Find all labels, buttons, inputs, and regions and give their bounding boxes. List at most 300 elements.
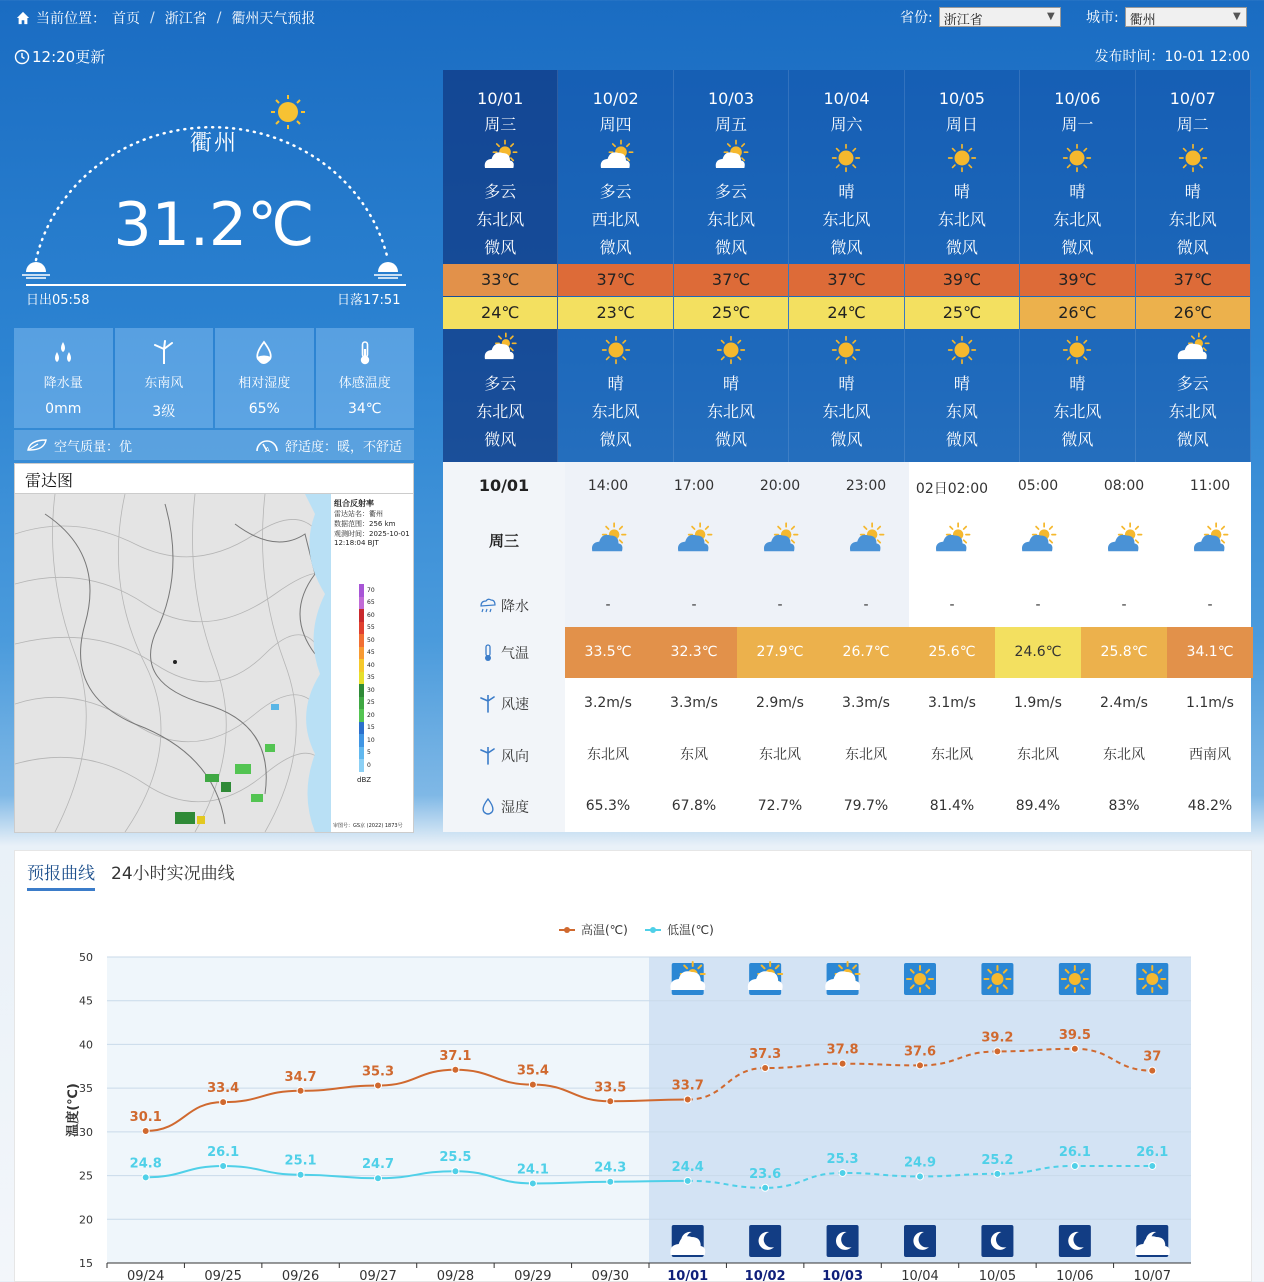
partly-cloudy-icon: [748, 962, 783, 995]
x-tick-label: 09/24: [126, 1269, 165, 1282]
breadcrumb-province[interactable]: 浙江省: [164, 11, 207, 27]
radar-scale-label: 5: [367, 749, 371, 757]
radar-scale-item: [359, 722, 399, 735]
city-name: 衢州: [189, 131, 238, 156]
hourly-weather-icon-wrap: [673, 518, 715, 560]
forecast-weekday: 周三: [484, 115, 517, 134]
data-point[interactable]: [607, 1178, 614, 1185]
top-bar: [0, 0, 1264, 36]
clear-night-icon: [827, 1225, 859, 1257]
radar-legend-line: 12:18:04 BJT: [334, 539, 379, 547]
low-temperature: 26℃: [1136, 297, 1250, 329]
forecast-date: 10/04: [823, 89, 870, 108]
night-wind-level: 微风: [484, 430, 517, 449]
rain-icon: [479, 597, 497, 615]
night-weather-icon-wrap: [674, 330, 788, 370]
data-point[interactable]: [297, 1087, 304, 1094]
hourly-time: 02日02:00: [915, 481, 989, 497]
night-weather-icon-wrap: [558, 330, 672, 370]
forecast-day-5[interactable]: [905, 70, 1020, 462]
sunny-icon: [826, 330, 866, 370]
city-select[interactable]: [1125, 7, 1247, 27]
data-label: 33.5: [594, 1080, 627, 1096]
sun-icon: [1179, 145, 1206, 172]
data-point[interactable]: [375, 1082, 382, 1089]
hourly-wind-dir-cell: 西南风: [1189, 747, 1231, 763]
breadcrumb-home[interactable]: 首页: [112, 11, 140, 27]
radar-scale-item: [359, 609, 399, 622]
sun-icon: [833, 145, 860, 172]
data-label: 35.3: [361, 1064, 395, 1080]
tab-24h-curve[interactable]: 24小时实况曲线: [111, 864, 235, 884]
data-label: 39.5: [1058, 1027, 1091, 1043]
sunny-icon: [981, 963, 1013, 995]
radar-scale-label: 20: [367, 711, 375, 719]
data-point[interactable]: [529, 1081, 536, 1088]
hourly-temp-cell: 25.8℃: [1081, 627, 1167, 678]
data-point[interactable]: [220, 1099, 227, 1106]
sun-icon: [949, 337, 976, 364]
data-label: 24.8: [129, 1156, 162, 1172]
x-tick-label: 09/30: [591, 1269, 630, 1282]
night-section: [1020, 330, 1134, 462]
x-tick-label: 10/03: [822, 1269, 864, 1282]
thermometer-icon: [353, 340, 377, 366]
data-point[interactable]: [1071, 1045, 1078, 1052]
wind-direction-icon: [479, 747, 497, 765]
data-point[interactable]: [452, 1066, 459, 1073]
sunset-time: 日落17:51: [337, 293, 401, 308]
hourly-precip-cell: -: [1035, 597, 1041, 613]
radar-scale-swatch: [359, 584, 364, 597]
x-tick-label: 09/26: [281, 1269, 320, 1282]
radar-scale-item: [359, 584, 399, 597]
y-tick-label: 30: [79, 1125, 93, 1139]
hourly-humidity-cell: 65.3%: [585, 798, 631, 814]
day-section: [443, 70, 557, 264]
hourly-wind-dir-cell: 东北风: [845, 747, 887, 763]
forecast-date: 10/05: [938, 89, 985, 108]
hourly-temp-cell: 34.1℃: [1167, 627, 1253, 678]
hourly-precip-cell: -: [777, 597, 783, 613]
night-section: [789, 330, 903, 462]
night-wind-level: 微风: [715, 430, 748, 449]
sun-icon: [602, 337, 629, 364]
hourly-wind-speed-cell: 2.9m/s: [756, 695, 804, 711]
hourly-wind-speed-cell: 1.9m/s: [1014, 695, 1062, 711]
radar-scale-item: [359, 659, 399, 672]
partly-cloudy-icon: [480, 138, 520, 178]
sunny-icon: [1136, 963, 1168, 995]
data-point[interactable]: [994, 1048, 1001, 1055]
day-wind-level: 微风: [1176, 238, 1209, 257]
radar-legend-line: 观测时间：2025-10-01: [334, 530, 410, 538]
wind-turbine-icon: [479, 695, 497, 713]
night-section: [1136, 330, 1250, 462]
partly-cloudy-icon: [673, 518, 715, 560]
gauge-icon: [255, 437, 279, 453]
radar-legend-title: 组合反射率: [334, 499, 374, 508]
y-tick-label: 25: [79, 1169, 93, 1183]
low-temperature: 25℃: [674, 297, 788, 329]
sun-icon: [1064, 145, 1091, 172]
data-point[interactable]: [375, 1175, 382, 1182]
day-section: [1136, 70, 1250, 264]
forecast-weekday: 周五: [715, 115, 748, 134]
low-temperature: 25℃: [905, 297, 1019, 329]
chart-tabs: [27, 859, 235, 891]
data-point[interactable]: [452, 1168, 459, 1175]
hourly-precip-cell: -: [863, 597, 869, 613]
forecast-day-3[interactable]: [674, 70, 789, 462]
data-label: 34.7: [284, 1069, 317, 1085]
night-section: [905, 330, 1019, 462]
data-label: 24.7: [361, 1157, 395, 1173]
y-tick-label: 20: [79, 1213, 93, 1227]
radar-scale-swatch: [359, 647, 364, 660]
sun-icon: [949, 145, 976, 172]
hourly-humidity-cell: 72.7%: [757, 798, 803, 814]
hourly-time: 14:00: [587, 478, 629, 494]
day-section: [558, 70, 672, 264]
partly-cloudy-icon: [670, 962, 705, 995]
hourly-week: 周三: [488, 532, 519, 550]
day-weather-text: 多云: [484, 182, 517, 201]
data-point[interactable]: [762, 1184, 769, 1191]
hourly-precip-cell: -: [949, 597, 955, 613]
temperature-chart: [15, 891, 1251, 1282]
stat-value: 3级: [152, 404, 176, 420]
breadcrumb-separator: /: [216, 10, 222, 26]
data-label: 30.1: [129, 1109, 162, 1125]
night-weather-icon-wrap: [1020, 330, 1134, 370]
data-point[interactable]: [917, 1062, 924, 1069]
radar-color-scale: [359, 584, 399, 772]
hourly-precip-cell: -: [1207, 597, 1213, 613]
sunny-icon: [1057, 138, 1097, 178]
stat-label: 相对湿度: [238, 376, 291, 391]
night-wind-level: 微风: [1176, 430, 1209, 449]
cloud-icon: [485, 344, 514, 360]
stat-value: 65%: [248, 401, 280, 417]
hourly-precip-cell: -: [605, 597, 611, 613]
data-label: 24.3: [594, 1160, 627, 1176]
night-section: [443, 330, 557, 462]
sunny-icon: [596, 330, 636, 370]
radar-scale-label: 10: [367, 736, 375, 744]
day-wind-direction: 东北风: [476, 210, 525, 229]
update-time: [14, 46, 105, 67]
comfort: [255, 436, 402, 455]
hourly-temp-cell: 27.9℃: [737, 627, 823, 678]
hourly-temp-cell: 33.5℃: [565, 627, 651, 678]
hourly-time: 20:00: [759, 478, 801, 494]
hourly-wind-speed-cell: 1.1m/s: [1186, 695, 1234, 711]
night-weather-text: 晴: [723, 374, 740, 393]
x-tick-label: 10/06: [1056, 1269, 1094, 1282]
radar-scale-swatch: [359, 672, 364, 685]
clock-icon: [14, 49, 30, 65]
partly-cloudy-icon: [825, 962, 860, 995]
night-wind-direction: 东北风: [822, 402, 871, 421]
y-tick-label: 15: [79, 1257, 93, 1270]
data-label: 25.3: [826, 1151, 859, 1167]
forecast-date: 10/02: [592, 89, 639, 108]
data-label: 37.3: [749, 1047, 782, 1063]
day-wind-level: 微风: [945, 238, 978, 257]
forecast-date: 10/07: [1169, 89, 1216, 108]
radar-scale-item: [359, 759, 399, 772]
radar-scale-swatch: [359, 734, 364, 747]
stat-label: 降水量: [43, 376, 83, 391]
hourly-time: 05:00: [1017, 478, 1059, 494]
data-point[interactable]: [220, 1162, 227, 1169]
x-tick-label: 10/07: [1133, 1269, 1172, 1282]
hourly-weather-icon-wrap: [587, 518, 629, 560]
night-weather-text: 晴: [953, 374, 970, 393]
sunny-icon: [1059, 963, 1091, 995]
hourly-humidity-cell: 89.4%: [1015, 798, 1061, 814]
stat-label: 体感温度: [338, 376, 391, 391]
data-point[interactable]: [142, 1174, 149, 1181]
day-weather-icon-wrap: [905, 138, 1019, 178]
hourly-precip-cell: -: [1121, 597, 1127, 613]
province-select[interactable]: [939, 7, 1061, 27]
data-point[interactable]: [994, 1170, 1001, 1177]
hourly-weather-icon-wrap: [759, 518, 801, 560]
hourly-time: 11:00: [1189, 478, 1231, 494]
forecast-date: 10/01: [477, 89, 524, 108]
seven-day-forecast: [443, 70, 1251, 462]
thermometer-icon: [479, 644, 497, 662]
clear-night-icon: [904, 1225, 936, 1257]
partly-cloudy-icon: [759, 518, 801, 560]
radar-scale-label: 35: [367, 674, 375, 682]
breadcrumb-current: 衢州天气预报: [231, 11, 316, 27]
forecast-weekday: 周日: [945, 115, 978, 134]
sun-icon: [718, 337, 745, 364]
radar-scale-label: 0: [367, 761, 371, 769]
radar-scale-item: [359, 597, 399, 610]
sunny-icon: [942, 330, 982, 370]
forecast-date: 10/03: [708, 89, 755, 108]
province-selector: [900, 7, 1061, 27]
update-text: 12:20更新: [32, 48, 106, 66]
high-temperature: 39℃: [1020, 264, 1134, 296]
cloudy-icon: [480, 330, 520, 370]
data-point[interactable]: [684, 1096, 691, 1103]
hourly-wind-dir-cell: 东北风: [931, 747, 973, 763]
hourly-time: 23:00: [845, 478, 887, 494]
partly-cloudy-icon: [1189, 518, 1231, 560]
night-wind-direction: 东北风: [1168, 402, 1217, 421]
forecast-weekday: 周一: [1061, 115, 1094, 134]
forecast-day-4[interactable]: [789, 70, 904, 462]
hourly-row-label-precip: [443, 580, 565, 631]
data-point[interactable]: [529, 1180, 536, 1187]
data-point[interactable]: [684, 1177, 691, 1184]
data-point[interactable]: [917, 1173, 924, 1180]
air-quality: [26, 436, 132, 455]
data-point[interactable]: [1071, 1162, 1078, 1169]
partly-cloudy-icon: [596, 138, 636, 178]
data-point[interactable]: [762, 1065, 769, 1072]
clear-night-icon: [981, 1225, 1013, 1257]
high-temperature: 37℃: [674, 264, 788, 296]
clear-night-icon: [1059, 1225, 1091, 1257]
sun-icon: [1062, 966, 1088, 992]
legend-label: 高温(℃): [581, 923, 628, 937]
sunrise-time: 日出05:58: [26, 293, 90, 308]
low-temperature: 24℃: [443, 297, 557, 329]
data-point[interactable]: [1149, 1162, 1156, 1169]
chart-legend: [559, 922, 714, 937]
city-selector: [1086, 7, 1247, 27]
day-weather-text: 晴: [838, 182, 855, 201]
night-weather-icon-wrap: [905, 330, 1019, 370]
hourly-temp-cell: 26.7℃: [823, 627, 909, 678]
data-point[interactable]: [142, 1127, 149, 1134]
hourly-wind-speed-cell: 3.2m/s: [584, 695, 632, 711]
hourly-humidity-cell: 48.2%: [1187, 798, 1233, 814]
day-wind-level: 微风: [599, 238, 632, 257]
partly-cloudy-icon: [931, 518, 973, 560]
hourly-humidity-cell: 83%: [1108, 798, 1140, 814]
data-label: 24.4: [671, 1159, 704, 1175]
radar-scale-label: 70: [367, 586, 375, 594]
data-label: 23.6: [749, 1166, 782, 1182]
day-weather-text: 晴: [953, 182, 970, 201]
stat-wind: [115, 328, 214, 428]
clear-night-icon: [749, 1225, 781, 1257]
hourly-wind-speed-cell: 3.3m/s: [670, 695, 718, 711]
y-axis-label: 温度(℃): [66, 1083, 81, 1137]
x-tick-label: 10/02: [744, 1269, 786, 1282]
humidity-drop-icon: [479, 798, 497, 816]
data-point[interactable]: [607, 1098, 614, 1105]
low-temperature: 24℃: [789, 297, 903, 329]
x-tick-label: 10/05: [978, 1269, 1017, 1282]
hourly-row-label-temp: [443, 627, 565, 678]
stat-precipitation: [14, 328, 113, 428]
data-point[interactable]: [839, 1169, 846, 1176]
hourly-time: 17:00: [673, 478, 715, 494]
hourly-row-label-wind_speed: [443, 678, 565, 729]
day-wind-level: 微风: [484, 238, 517, 257]
data-label: 37.6: [903, 1044, 937, 1060]
y-tick-label: 50: [79, 951, 93, 964]
sunset-icon: [374, 262, 402, 278]
data-label: 25.5: [439, 1150, 472, 1166]
hourly-humidity-cell: 79.7%: [843, 798, 889, 814]
radar-scale-label: 60: [367, 611, 375, 619]
radar-scale-label: 50: [367, 636, 375, 644]
sunny-icon: [826, 138, 866, 178]
radar-scale-label: 45: [367, 649, 375, 657]
day-wind-direction: 东北风: [707, 210, 756, 229]
night-wind-direction: 东北风: [591, 402, 640, 421]
publish-time: 发布时间：10-01 12:00: [1094, 49, 1250, 65]
hourly-wind-dir-cell: 东北风: [587, 747, 629, 763]
day-weather-icon-wrap: [1136, 138, 1250, 178]
radar-scale-item: [359, 734, 399, 747]
breadcrumb-separator: /: [150, 10, 155, 26]
city-label: 城市:: [1086, 10, 1119, 26]
radar-scale-swatch: [359, 709, 364, 722]
data-label: 26.1: [1058, 1144, 1091, 1160]
data-point[interactable]: [1149, 1067, 1156, 1074]
radar-scale-label: 30: [367, 686, 375, 694]
forecast-day-1[interactable]: [443, 70, 558, 462]
day-weather-text: 多云: [715, 182, 748, 201]
chart-panel: [14, 850, 1252, 1282]
forecast-day-7[interactable]: [1136, 70, 1251, 462]
air-quality-bar: [14, 430, 414, 460]
stat-value: 0mm: [45, 401, 82, 417]
hourly-time: 08:00: [1103, 478, 1145, 494]
sun-icon: [1064, 337, 1091, 364]
sunny-icon: [1173, 138, 1213, 178]
sunny-icon: [942, 138, 982, 178]
home-icon[interactable]: [16, 11, 30, 25]
current-temperature: 31.2℃: [113, 190, 315, 260]
breadcrumb-prefix: 当前位置：: [36, 11, 106, 27]
current-stats: [14, 328, 414, 428]
day-weather-text: 晴: [1184, 182, 1201, 201]
radar-scale-item: [359, 747, 399, 760]
radar-map[interactable]: [15, 494, 331, 832]
data-label: 25.2: [981, 1152, 1014, 1168]
forecast-day-2[interactable]: [558, 70, 673, 462]
tab-forecast-curve[interactable]: 预报曲线: [27, 859, 95, 891]
sunny-icon: [711, 330, 751, 370]
sun-position-icon: [271, 95, 305, 129]
x-tick-label: 10/01: [667, 1269, 709, 1282]
legend-marker: [564, 927, 570, 933]
x-tick-label: 09/27: [359, 1269, 397, 1282]
night-weather-text: 晴: [607, 374, 624, 393]
night-wind-level: 微风: [830, 430, 863, 449]
day-wind-direction: 东北风: [937, 210, 986, 229]
day-section: [905, 70, 1019, 264]
legend-marker: [650, 927, 656, 933]
data-label: 35.4: [516, 1063, 549, 1079]
hourly-row-label-wind_dir: [443, 730, 565, 781]
hourly-row-label-humidity: [443, 781, 565, 832]
data-label: 37.1: [439, 1048, 472, 1064]
night-wind-level: 微风: [599, 430, 632, 449]
forecast-day-6[interactable]: [1020, 70, 1135, 462]
humidity-drop-icon: [252, 340, 276, 366]
night-weather-text: 晴: [1069, 374, 1086, 393]
radar-scale-item: [359, 634, 399, 647]
hourly-row-label-text: 湿度: [501, 799, 529, 816]
province-value: 浙江省: [943, 13, 983, 28]
data-label: 39.2: [981, 1030, 1014, 1046]
hourly-row-label-text: 风速: [501, 696, 529, 713]
day-weather-icon-wrap: [674, 138, 788, 178]
forecast-date: 10/06: [1054, 89, 1101, 108]
radar-scale-swatch: [359, 697, 364, 710]
low-temperature: 26℃: [1020, 297, 1134, 329]
day-weather-icon-wrap: [789, 138, 903, 178]
data-point[interactable]: [839, 1060, 846, 1067]
hourly-humidity-cell: 81.4%: [929, 798, 975, 814]
partly-cloudy-icon: [1017, 518, 1059, 560]
stat-label: 东南风: [144, 376, 184, 391]
radar-scale-item: [359, 622, 399, 635]
data-point[interactable]: [297, 1171, 304, 1178]
